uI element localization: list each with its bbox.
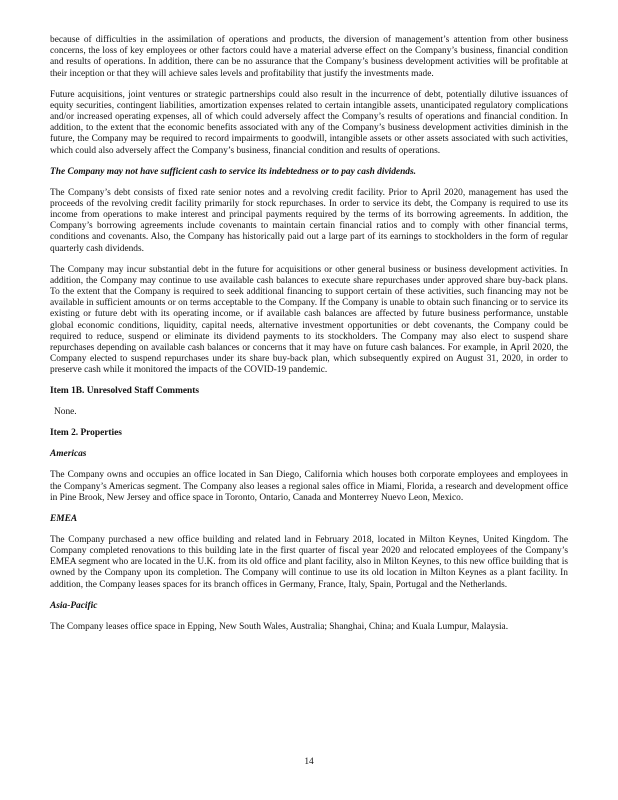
- item-1b-body: None.: [54, 407, 77, 418]
- asia-pacific-body: The Company leases office space in Epping, New South Wales, Australia; Shanghai, China; and Kuala Lumpur, Malaysia.: [50, 621, 509, 632]
- americas-heading: Americas: [50, 449, 87, 460]
- americas-body: The Company owns and occupies an office located in San Diego, California which houses both corporate employees and employees in the Company’s Americas segment. The Company also leases a regional sales office in Miami, Florida, a research and development office in Pine Brook, New Jersey and office space in Toronto, Ontario, Canada and Monterrey Nuevo Leon, Mexico.: [50, 470, 568, 503]
- asia-pacific-heading: Asia-Pacific: [50, 600, 98, 611]
- page-number: 14: [304, 757, 314, 767]
- risk-factor-heading-cash: The Company may not have sufficient cash to service its indebtedness or to pay cash dividends.: [50, 166, 416, 177]
- emea-heading: EMEA: [50, 513, 78, 524]
- emea-body: The Company purchased a new office building and related land in February 2018, located in Milton Keynes, United Kingdom. The Company completed renovations to this building late in the first quarter of fiscal year 2020 and relocated employees of the Company’s EMEA segment who are located in the U.K. from its old office and plant facility, also in Milton Keynes, to this new office building that is owned by the Company upon its completion. The Company will continue to use its old location in Milton Keynes as a plant facility. In addition, the Company leases spaces for its branch offices in Germany, France, Italy, Spain, Portugal and the Netherlands.: [50, 534, 568, 590]
- paragraph-future-acquisitions: Future acquisitions, joint ventures or strategic partnerships could also result in the incurrence of debt, potentially dilutive issuances of equity securities, contingent liabilities, amortization expenses related to certain intangible assets, unanticipated regulatory complications and/or increased operating expenses, all of which could adversely affect the Company’s results of operations and financial condition. In addition, to the extent that the economic benefits associated with any of the Company’s business development activities diminish in the future, the Company may be required to record impairments to goodwill, intangible assets or other assets associated with such activities, which could also adversely affect the Company’s business, financial condition and results of operations.: [50, 89, 568, 156]
- document-page: [50, 35, 568, 643]
- paragraph-debt: The Company’s debt consists of fixed rate senior notes and a revolving credit facility. Prior to April 2020, management has used the proceeds of the revolving credit facility primarily for stock repurchases. In order to service its debt, the Company is required to use its income from operations to make interest and principal payments required by the terms of its borrowing agreements. In addition, the Company’s borrowing agreements include covenants to maintain certain financial ratios and to comply with other financial terms, conditions and covenants. Also, the Company has historically paid out a large part of its earnings to stockholders in the form of regular quarterly cash dividends.: [50, 187, 568, 254]
- paragraph-substantial-debt: The Company may incur substantial debt in the future for acquisitions or other general business or business development activities. In addition, the Company may continue to use available cash balances to execute share repurchases under approved share buy-back plans. To the extent that the Company is required to seek additional financing to support certain of these activities, such financing may not be available in sufficient amounts or on terms acceptable to the Company. If the Company is unable to obtain such financing or to service its existing or future debt with its operating income, or if available cash balances are affected by future business performance, unstable global economic conditions, liquidity, capital needs, alternative investment opportunities or debt covenants, the Company could be required to reduce, suspend or eliminate its dividend payments to its stockholders. The Company may also elect to suspend share repurchases depending on available cash balances or concerns that it may have on future cash balances. For example, in April 2020, the Company elected to suspend repurchases under its share buy-back plan, which subsequently expired on August 31, 2020, in order to preserve cash while it monitored the impacts of the COVID-19 pandemic.: [50, 264, 568, 376]
- item-2-heading: Item 2. Properties: [50, 428, 122, 439]
- paragraph-assimilation: because of difficulties in the assimilation of operations and products, the diversion of management’s attention from other business concerns, the loss of key employees or other factors could have a material adverse effect on the Company’s business, financial condition and results of operations. In addition, there can be no assurance that the Company’s business development activities will be profitable at their inception or that they will achieve sales levels and profitability that justify the investments made.: [50, 35, 568, 79]
- item-1b-heading: Item 1B. Unresolved Staff Comments: [50, 386, 200, 397]
